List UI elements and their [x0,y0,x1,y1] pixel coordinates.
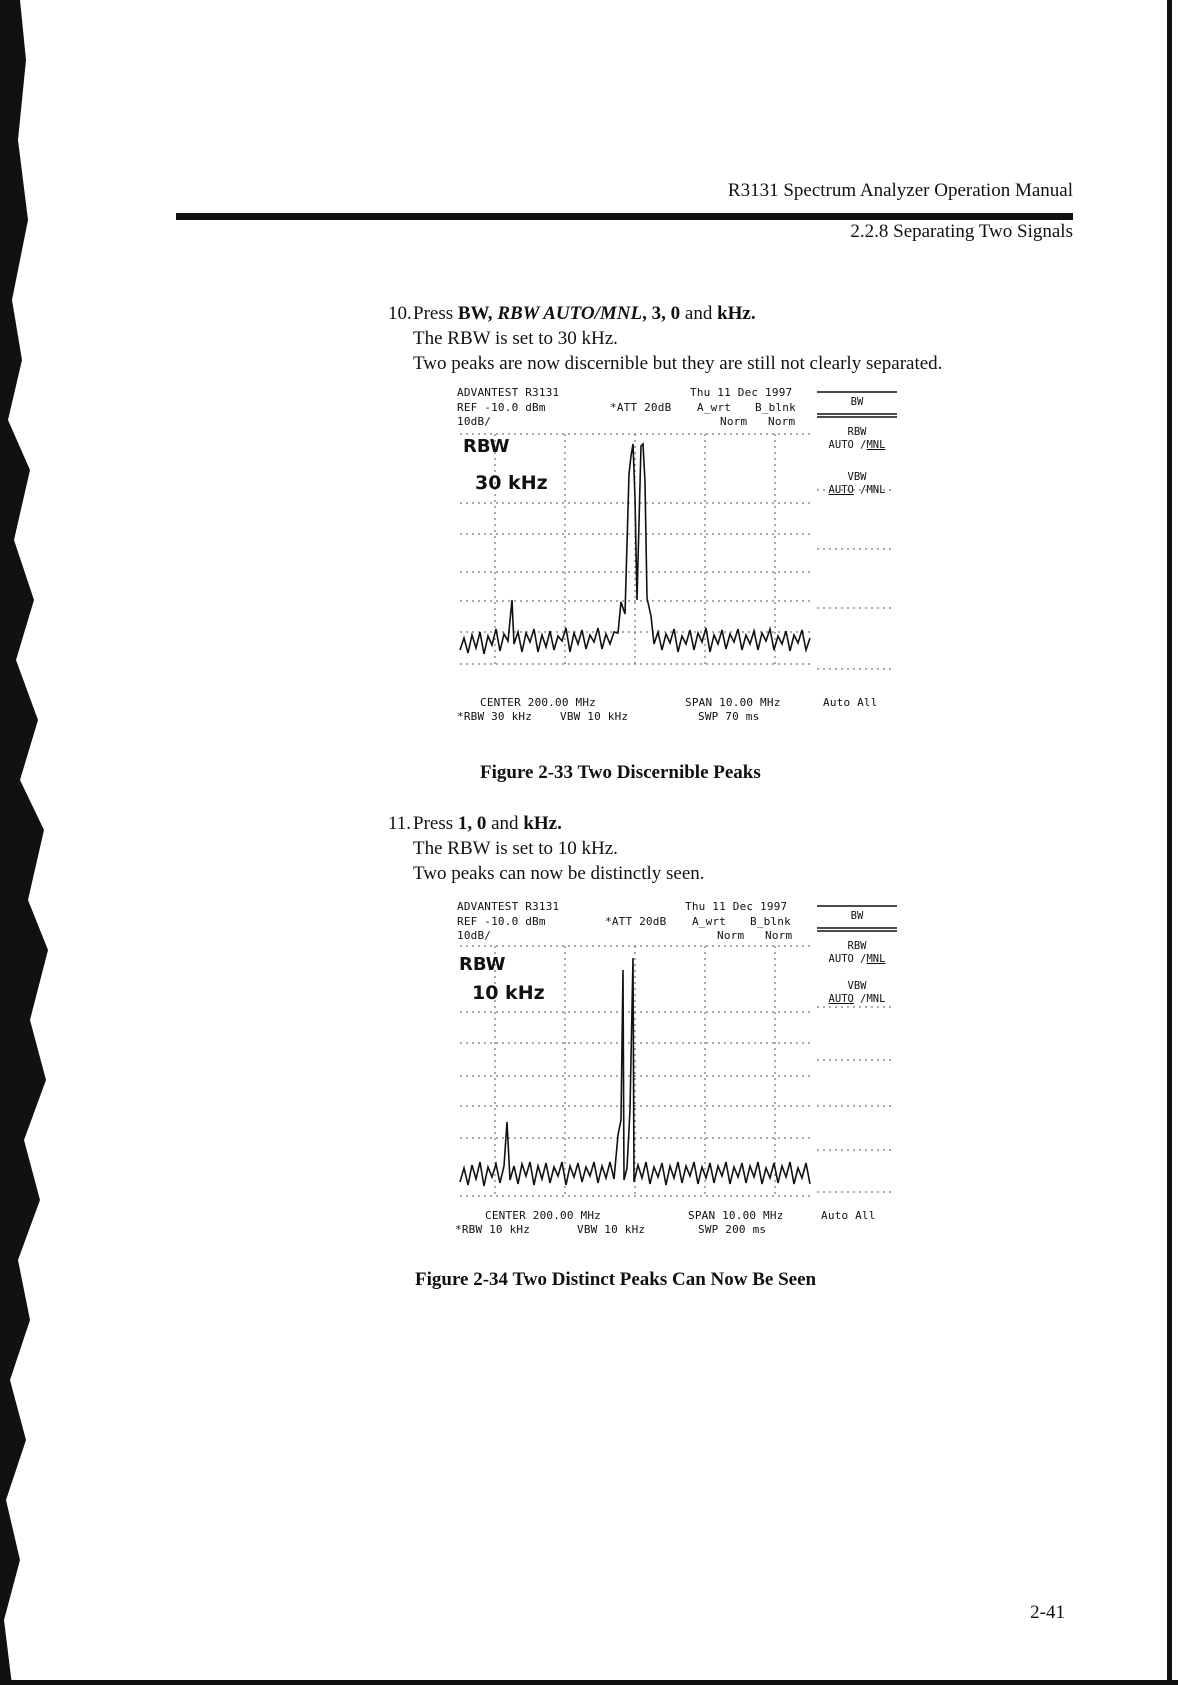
auto-all: Auto All [823,696,878,709]
trace-a-mode: A_wrt [692,915,727,928]
step-number: 11. [388,813,412,834]
softkey-menu-title[interactable]: BW [850,910,864,922]
center-frequency: CENTER 200.00 MHz [485,1209,601,1222]
auto-all: Auto All [821,1209,876,1222]
softkey-vbw[interactable]: VBW AUTO /MNL [828,471,886,496]
softkey-vbw[interactable]: VBW AUTO /MNL [828,980,886,1005]
analyzer-screen-30khz [455,386,900,729]
header-rule [176,213,1073,220]
manual-title: R3131 Spectrum Analyzer Operation Manual [727,180,1073,201]
analyzer-brand: ADVANTEST R3131 [457,386,560,399]
softkey-rbw[interactable]: RBW AUTO /MNL [828,426,886,451]
softkey-rbw[interactable]: RBW AUTO /MNL [828,940,886,965]
rbw-readout: *RBW 30 kHz [457,710,533,723]
vbw-readout: VBW 10 kHz [560,710,629,723]
center-frequency: CENTER 200.00 MHz [480,696,596,709]
trace-b-mode: B_blnk [750,915,791,928]
step-10 [388,301,943,376]
analyzer-date: Thu 11 Dec 1997 [685,900,788,913]
section-title: 2.2.8 Separating Two Signals [850,221,1073,242]
span-readout: SPAN 10.00 MHz [688,1209,784,1222]
torn-left-edge [0,0,70,1685]
active-function-label: RBW [463,436,510,457]
step-result: The RBW is set to 10 kHz. [413,838,618,859]
span-readout: SPAN 10.00 MHz [685,696,781,709]
trace-a-mode: A_wrt [697,401,732,414]
active-function-value: 10 kHz [472,982,545,1004]
scale-per-div: 10dB/ [457,929,492,942]
detector-a: Norm [720,415,748,428]
step-result: The RBW is set to 30 kHz. [413,328,618,349]
detector-b: Norm [765,929,793,942]
ref-level: REF -10.0 dBm [457,915,546,928]
page-number: 2-41 [1030,1602,1065,1623]
step-note: Two peaks can now be distinctly seen. [413,863,705,884]
detector-a: Norm [717,929,745,942]
sweep-time: SWP 70 ms [698,710,760,723]
rbw-readout: *RBW 10 kHz [455,1223,531,1236]
step-instruction: Press 1, 0 and kHz. [413,813,562,834]
scale-per-div: 10dB/ [457,415,492,428]
step-instruction: Press BW, RBW AUTO/MNL, 3, 0 and kHz. [413,303,756,324]
trace-b-mode: B_blnk [755,401,796,414]
softkey-menu-title[interactable]: BW [850,396,864,408]
analyzer-brand: ADVANTEST R3131 [457,900,560,913]
figure-caption: Figure 2-34 Two Distinct Peaks Can Now Be Seen [415,1269,817,1290]
analyzer-date: Thu 11 Dec 1997 [690,386,793,399]
page-right-border [1167,0,1172,1685]
active-function-value: 30 kHz [475,472,548,494]
step-11 [388,811,705,886]
active-function-label: RBW [459,954,506,975]
attenuation: *ATT 20dB [605,915,667,928]
detector-b: Norm [768,415,796,428]
step-number: 10. [388,303,412,324]
attenuation: *ATT 20dB [610,401,672,414]
ref-level: REF -10.0 dBm [457,401,546,414]
vbw-readout: VBW 10 kHz [577,1223,646,1236]
analyzer-screen-10khz [455,900,900,1243]
page-bottom-border [0,1680,1178,1685]
figure-caption: Figure 2-33 Two Discernible Peaks [480,762,761,783]
step-note: Two peaks are now discernible but they are still not clearly separated. [413,353,943,374]
sweep-time: SWP 200 ms [698,1223,767,1236]
